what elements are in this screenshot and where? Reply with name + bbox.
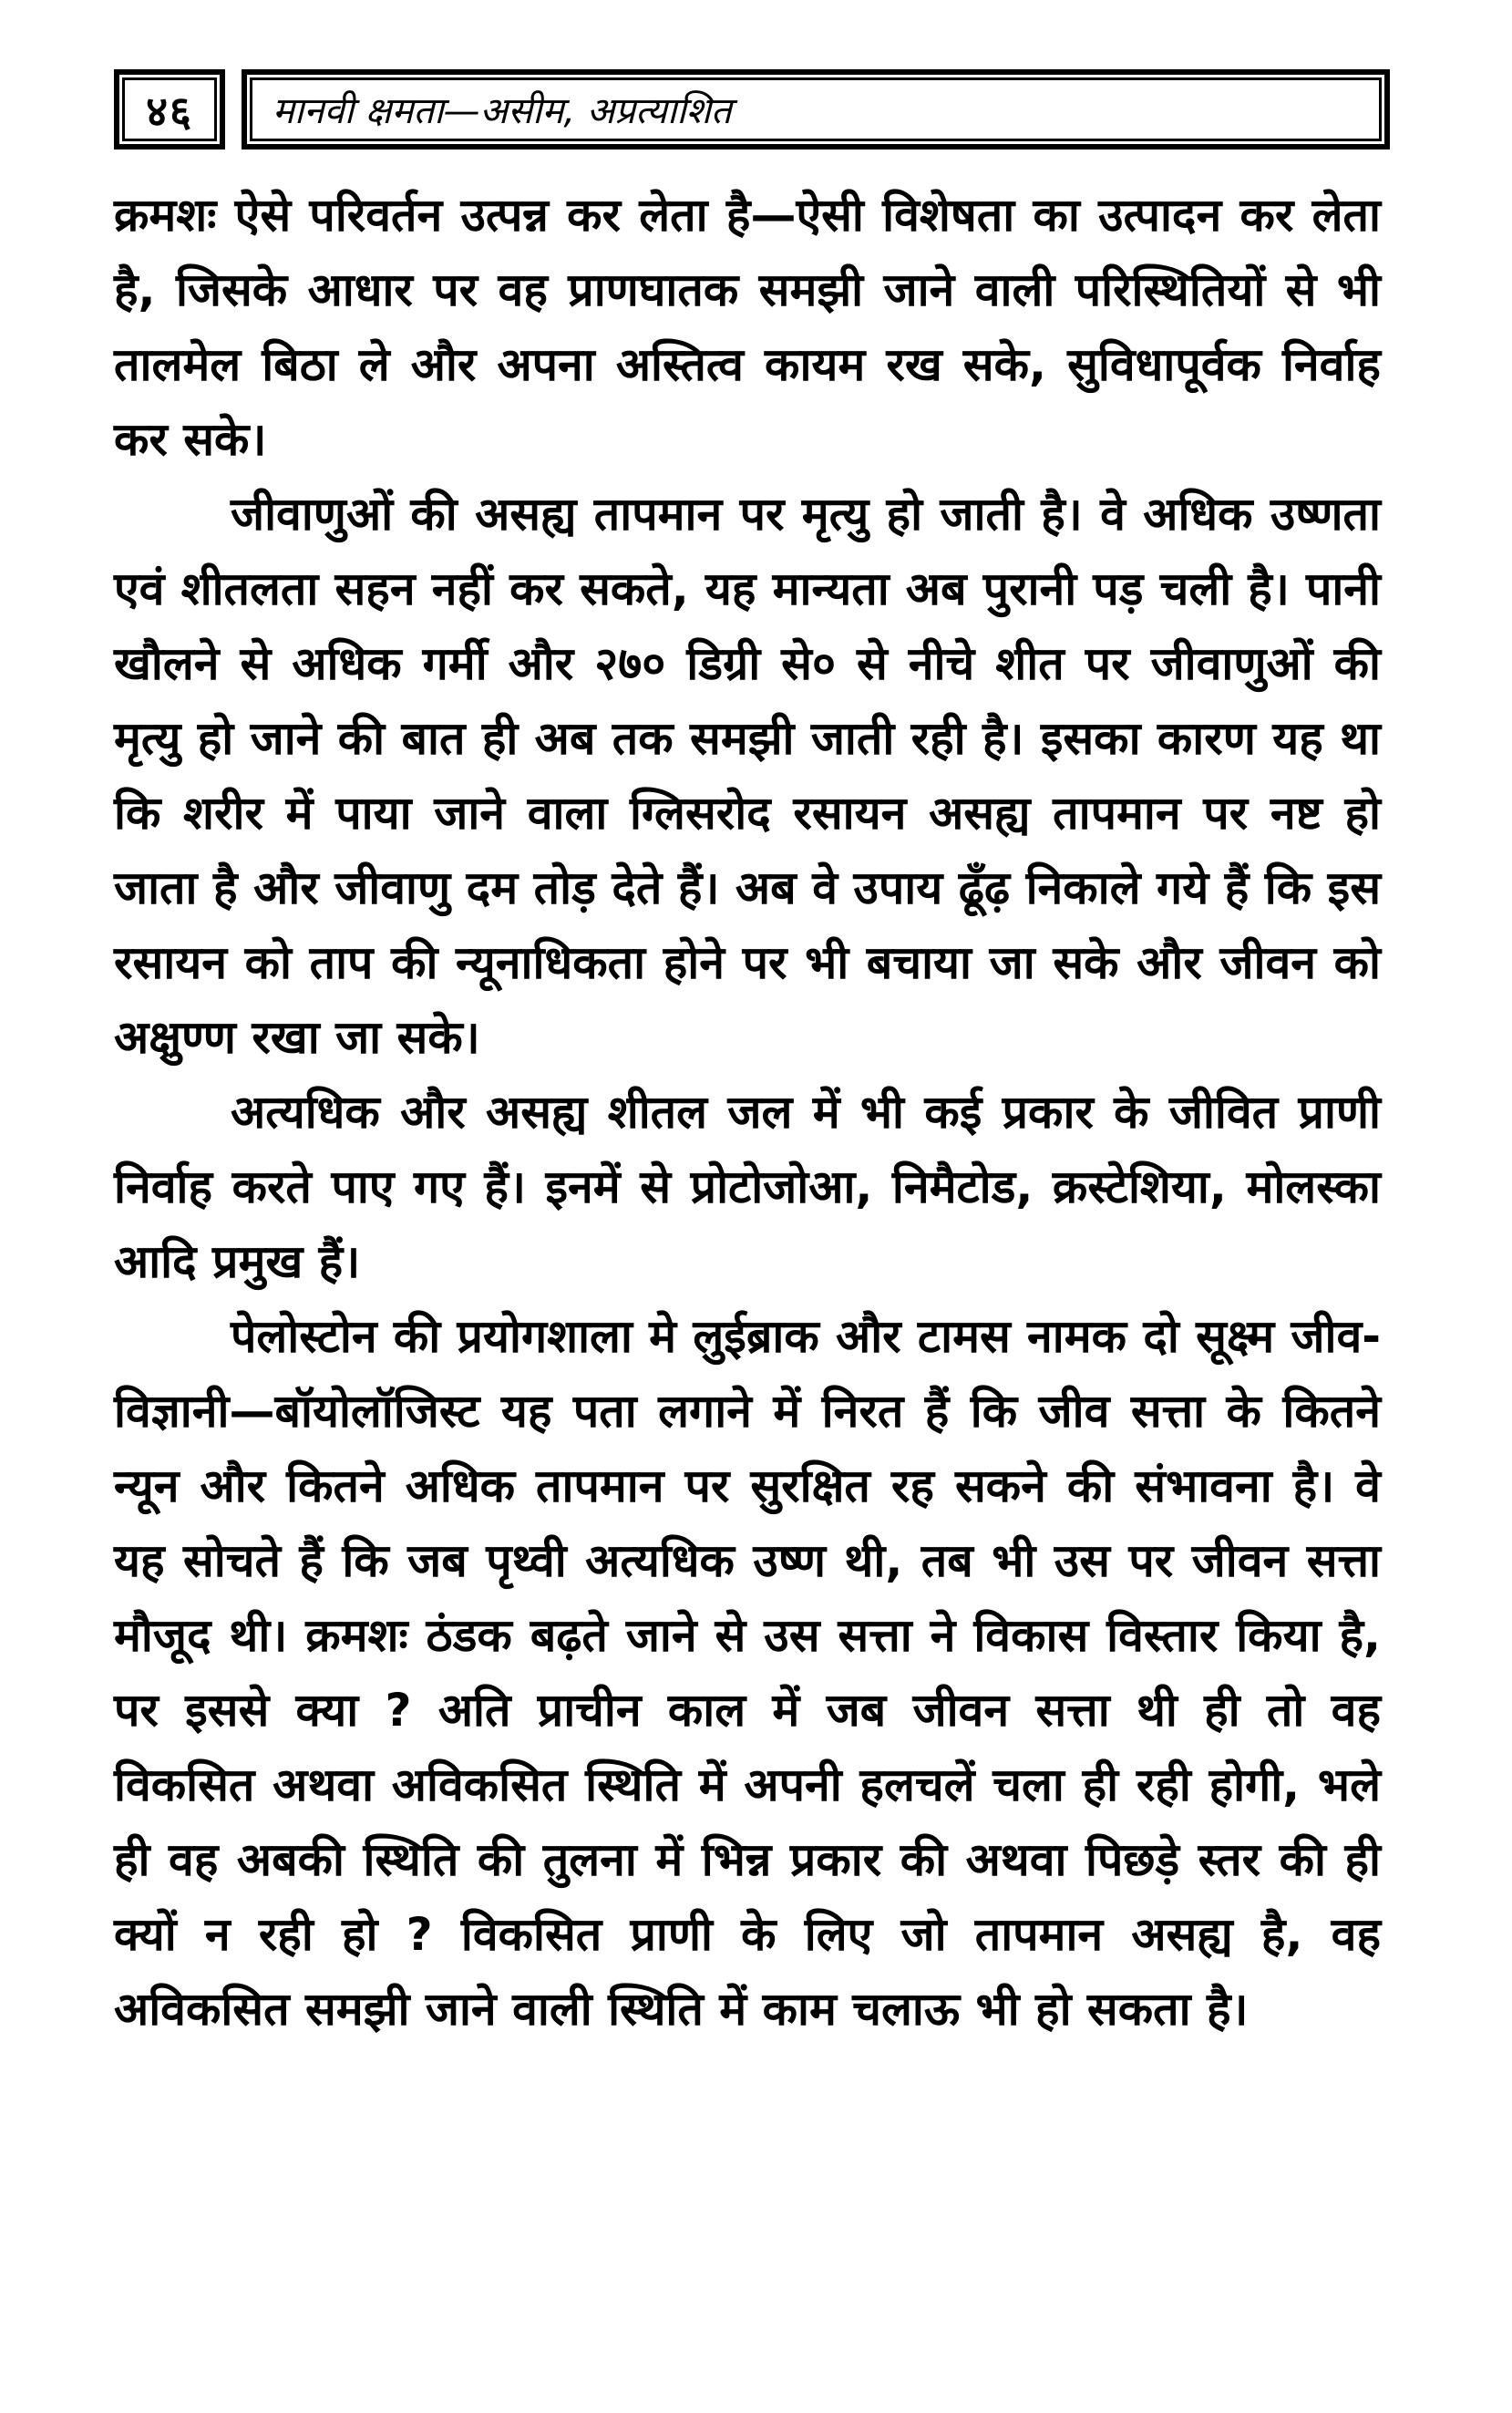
body-text bbox=[114, 178, 1381, 2047]
paragraph-2: जीवाणुओं की असह्य तापमान पर मृत्यु हो जाती है। वे अधिक उष्णता एवं शीतलता सहन नहीं कर सकते, यह मान्यता अब पुरानी पड़ चली है। पानी खौलने से अधिक गर्मी और २७० डिग्री से० से नीचे शीत पर जीवाणुओं की मृत्यु हो जाने की बात ही अब तक समझी जाती रही है। इसका कारण यह था कि शरीर में पाया जाने वाला ग्लिसरोद रसायन असह्य तापमान पर नष्ट हो जाता है और जीवाणु दम तोड़ देते हैं। अब वे उपाय ढूँढ़ निकाले गये हैं कि इस रसायन को ताप की न्यूनाधिकता होने पर भी बचाया जा सके और जीवन को अक्षुण्ण रखा जा सके। bbox=[114, 488, 1381, 1064]
paragraph-4: पेलोस्टोन की प्रयोगशाला मे लुईब्राक और टामस नामक दो सूक्ष्म जीव-विज्ञानी—बॉयोलॉजिस्ट यह पता लगाने में निरत हैं कि जीव सत्ता के कितने न्यून और कितने अधिक तापमान पर सुरक्षित रह सकने की संभावना है। वे यह सोचते हैं कि जब पृथ्वी अत्यधिक उष्ण थी, तब भी उस पर जीवन सत्ता मौजूद थी। क्रमशः ठंडक बढ़ते जाने से उस सत्ता ने विकास विस्तार किया है, पर इससे क्या ? अति प्राचीन काल में जब जीवन सत्ता थी ही तो वह विकसित अथवा अविकसित स्थिति में अपनी हलचलें चला ही रही होगी, भले ही वह अबकी स्थिति की तुलना में भिन्न प्रकार की अथवा पिछड़े स्तर की ही क्यों न रही हो ? विकसित प्राणी के लिए जो तापमान असह्य है, वह अविकसित समझी जाने वाली स्थिति में काम चलाऊ भी हो सकता है। bbox=[114, 1310, 1381, 2036]
paragraph-3: अत्यधिक और असह्य शीतल जल में भी कई प्रकार के जीवित प्राणी निर्वाह करते पाए गए हैं। इनमें से प्रोटोजोआ, निमैटोड, क्रस्टेशिया, मोलस्का आदि प्रमुख हैं। bbox=[114, 1086, 1381, 1288]
running-title: मानवी क्षमता—असीम, अप्रत्याशित bbox=[242, 69, 1390, 150]
paragraph-1: क्रमशः ऐसे परिवर्तन उत्पन्न कर लेता है—ऐसी विशेषता का उत्पादन कर लेता है, जिसके आधार पर वह प्राणघातक समझी जाने वाली परिस्थितियों से भी तालमेल बिठा ले और अपना अस्तित्व कायम रख सके, सुविधापूर्वक निर्वाह कर सके। bbox=[114, 189, 1381, 466]
page-number: ४६ bbox=[114, 69, 225, 150]
page-header bbox=[114, 69, 1390, 153]
